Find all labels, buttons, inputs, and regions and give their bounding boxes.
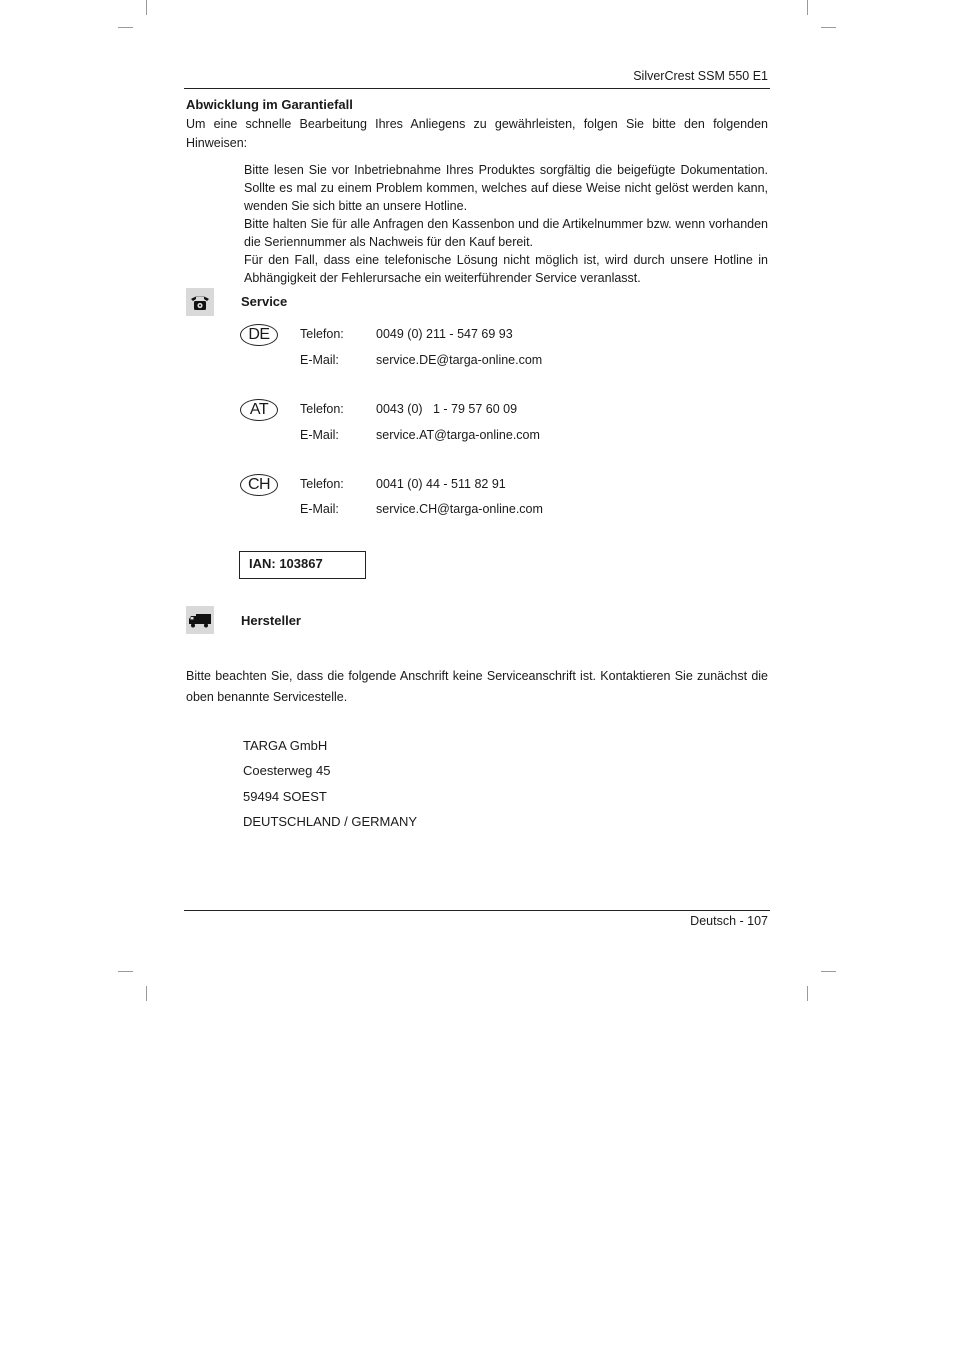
email-label: E-Mail: (300, 353, 339, 367)
address-line: TARGA GmbH (243, 738, 328, 753)
telephone-icon (186, 288, 214, 316)
instruction-item: Bitte halten Sie für alle Anfragen den Kassenbon und die Artikelnummer bzw. wenn vorhanden die Seriennummer als Nachweis für den Kauf bereit. (244, 217, 768, 249)
phone-label: Telefon: (300, 402, 344, 416)
country-badge-de: DE (240, 324, 278, 346)
phone-label: Telefon: (300, 477, 344, 491)
manufacturer-heading: Hersteller (241, 613, 301, 628)
address-line: Coesterweg 45 (243, 763, 331, 778)
header-rule (184, 88, 770, 89)
crop-mark (146, 986, 147, 1001)
country-badge-at: AT (240, 399, 278, 421)
email-label: E-Mail: (300, 502, 339, 516)
crop-mark (807, 986, 808, 1001)
phone-label: Telefon: (300, 327, 344, 341)
address-line: 59494 SOEST (243, 789, 327, 804)
instruction-item: Für den Fall, dass eine telefonische Lösung nicht möglich ist, wird durch unsere Hotline in Abhängigkeit der Fehlerursache ein weiterführender Service veranlasst. (244, 253, 768, 285)
intro-paragraph: Um eine schnelle Bearbeitung Ihres Anliegens zu gewährleisten, folgen Sie bitte den folgenden Hinweisen: (186, 117, 768, 150)
truck-icon (186, 606, 214, 634)
crop-mark (118, 971, 133, 972)
section-heading: Abwicklung im Garantiefall (186, 97, 353, 112)
email-at: service.AT@targa-online.com (376, 428, 540, 442)
phone-number-ch: 0041 (0) 44 - 511 82 91 (376, 477, 506, 491)
ian-box: IAN: 103867 (239, 551, 366, 579)
crop-mark (821, 971, 836, 972)
manufacturer-note: Bitte beachten Sie, dass die folgende Anschrift keine Serviceanschrift ist. Kontaktieren Sie zunächst die oben benannte Servicestelle. (186, 669, 768, 704)
instruction-item: Bitte lesen Sie vor Inbetriebnahme Ihres Produktes sorgfältig die beigefügte Dokumentation. Sollte es mal zu einem Problem kommen, welches auf diese Weise nicht gelöst werden kann, wenden Sie sich bitte an unsere Hotline. (244, 163, 768, 213)
country-badge-ch: CH (240, 474, 278, 496)
crop-mark (118, 27, 133, 28)
crop-mark (146, 0, 147, 15)
service-heading: Service (241, 294, 288, 309)
footer-rule (184, 910, 770, 911)
email-ch: service.CH@targa-online.com (376, 502, 543, 516)
crop-mark (821, 27, 836, 28)
email-de: service.DE@targa-online.com (376, 353, 543, 367)
address-line: DEUTSCHLAND / GERMANY (243, 814, 418, 829)
crop-mark (807, 0, 808, 15)
phone-number-de: 0049 (0) 211 - 547 69 93 (376, 327, 513, 341)
header-title: SilverCrest SSM 550 E1 (633, 69, 768, 83)
page-number: Deutsch - 107 (690, 914, 768, 928)
phone-number-at: 0043 (0) 1 - 79 57 60 09 (376, 402, 518, 416)
instruction-list (244, 161, 768, 287)
email-label: E-Mail: (300, 428, 339, 442)
